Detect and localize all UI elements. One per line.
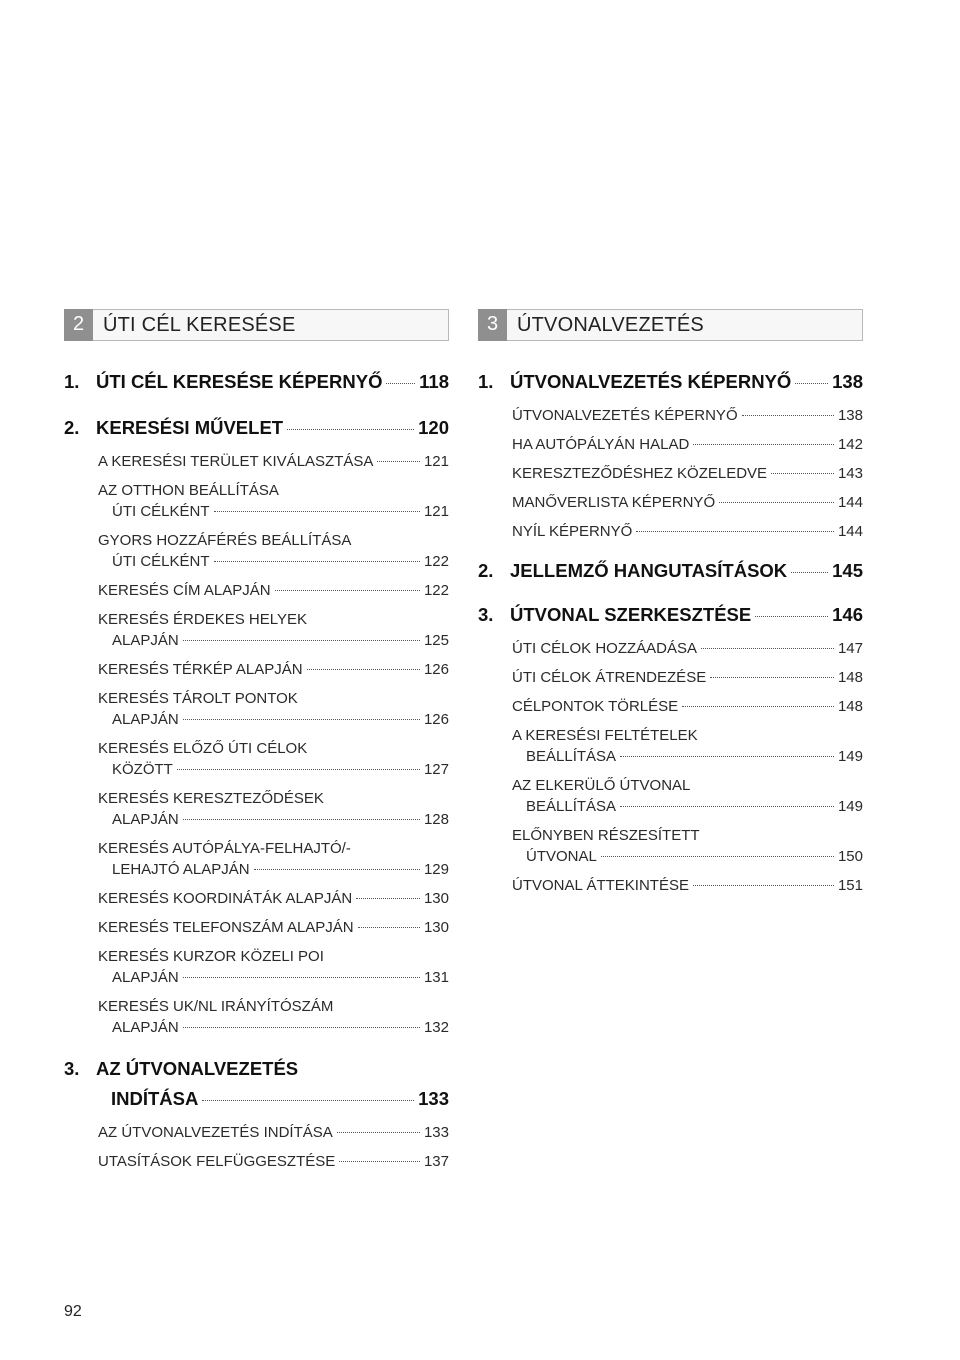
- dot-leader: [337, 1132, 420, 1133]
- page-ref: 151: [837, 877, 863, 894]
- toc-subentry: [64, 609, 449, 651]
- page-ref: 144: [837, 494, 863, 511]
- page-ref: 131: [423, 969, 449, 986]
- chapter-number: 1.: [64, 371, 80, 392]
- section-title: ÚTI CÉL KERESÉSE: [103, 313, 296, 336]
- dot-leader: [183, 819, 420, 820]
- entry-title: ALAPJÁN: [112, 711, 179, 728]
- page-ref: 133: [423, 1124, 449, 1141]
- toc-chapter-entry: [64, 367, 449, 397]
- dot-leader: [183, 640, 420, 641]
- toc-subentry: [64, 996, 449, 1038]
- entry-title: ÚTI CÉL KERESÉSE KÉPERNYŐ: [96, 371, 383, 392]
- page-ref: 144: [837, 523, 863, 540]
- entry-title: KERESÉS ÉRDEKES HELYEK: [98, 611, 307, 628]
- page-ref: 147: [837, 640, 863, 657]
- entry-title: ÚTI CÉLKÉNT: [112, 553, 210, 570]
- entry-title: MANŐVERLISTA KÉPERNYŐ: [512, 494, 716, 511]
- entry-title: JELLEMZŐ HANGUTASÍTÁSOK: [510, 560, 788, 581]
- chapter-number: 2.: [478, 560, 494, 581]
- page-ref: 120: [418, 417, 449, 438]
- page-ref: 133: [418, 1088, 449, 1109]
- chapter-number: 3.: [478, 604, 494, 625]
- entry-title: ELŐNYBEN RÉSZESÍTETT: [512, 827, 700, 844]
- entry-title: BEÁLLÍTÁSA: [526, 798, 617, 815]
- entry-title: A KERESÉSI FELTÉTELEK: [512, 727, 698, 744]
- entry-title: ÚTVONAL: [526, 848, 597, 865]
- entry-title: GYORS HOZZÁFÉRÉS BEÁLLÍTÁSA: [98, 532, 352, 549]
- page-ref: 130: [423, 919, 449, 936]
- entry-title: LEHAJTÓ ALAPJÁN: [112, 861, 250, 878]
- page-ref: 129: [423, 861, 449, 878]
- section-title: ÚTVONALVEZETÉS: [517, 313, 704, 336]
- dot-leader: [693, 885, 834, 886]
- chapter-number: 2.: [64, 417, 80, 438]
- section-number-badge: 2: [64, 309, 93, 341]
- dot-leader: [377, 461, 420, 462]
- entry-title: AZ ÚTVONALVEZETÉS: [96, 1058, 299, 1079]
- dot-leader: [287, 429, 414, 430]
- page-ref: 128: [423, 811, 449, 828]
- page-ref: 149: [837, 748, 863, 765]
- page-ref: 138: [832, 371, 863, 392]
- entry-title: KERESÉS TÉRKÉP ALAPJÁN: [98, 661, 303, 678]
- section-header: [478, 309, 863, 341]
- page-ref: 146: [832, 604, 863, 625]
- dot-leader: [701, 648, 834, 649]
- dot-leader: [177, 769, 420, 770]
- toc-subentry: [64, 480, 449, 522]
- toc-chapter-entry: [478, 600, 863, 630]
- entry-title: ÚTVONALVEZETÉS KÉPERNYŐ: [512, 407, 738, 424]
- toc-column-left: [64, 309, 449, 1180]
- dot-leader: [636, 531, 834, 532]
- dot-leader: [254, 869, 420, 870]
- page-ref: 125: [423, 632, 449, 649]
- entry-title: KERESÉS KOORDINÁTÁK ALAPJÁN: [98, 890, 353, 907]
- chapter-number: 1.: [478, 371, 494, 392]
- page-ref: 143: [837, 465, 863, 482]
- entry-title: ÚTVONALVEZETÉS KÉPERNYŐ: [510, 371, 792, 392]
- entry-title: ALAPJÁN: [112, 969, 179, 986]
- entry-title: KERESÉS ELŐZŐ ÚTI CÉLOK: [98, 740, 308, 757]
- toc-subentry: [64, 659, 449, 680]
- entry-title: KÖZÖTT: [112, 761, 173, 778]
- entry-title: KERESÉS AUTÓPÁLYA-FELHAJTÓ/-: [98, 840, 351, 857]
- page-ref: 122: [423, 582, 449, 599]
- entry-title: CÉLPONTOK TÖRLÉSE: [512, 698, 679, 715]
- page-ref: 122: [423, 553, 449, 570]
- entry-title: ALAPJÁN: [112, 632, 179, 649]
- dot-leader: [755, 616, 828, 617]
- toc-subentry: [64, 738, 449, 780]
- entry-title: KERESÉS UK/NL IRÁNYÍTÓSZÁM: [98, 998, 334, 1015]
- page-ref: 126: [423, 711, 449, 728]
- entry-title: ÚTVONAL SZERKESZTÉSE: [510, 604, 752, 625]
- entry-title: KERESZTEZŐDÉSHEZ KÖZELEDVE: [512, 465, 768, 482]
- entry-title: KERESÉS CÍM ALAPJÁN: [98, 582, 271, 599]
- chapter-number: 3.: [64, 1058, 80, 1079]
- dot-leader: [791, 572, 828, 573]
- dot-leader: [183, 977, 420, 978]
- dot-leader: [202, 1100, 414, 1101]
- page-ref: 126: [423, 661, 449, 678]
- entry-title: HA AUTÓPÁLYÁN HALAD: [512, 436, 690, 453]
- dot-leader: [275, 590, 420, 591]
- dot-leader: [214, 511, 420, 512]
- toc-entries: [478, 367, 863, 896]
- toc-subentry: [478, 667, 863, 688]
- entry-title: AZ ELKERÜLŐ ÚTVONAL: [512, 777, 691, 794]
- page-ref: 145: [832, 560, 863, 581]
- page-ref: 149: [837, 798, 863, 815]
- toc-subentry: [64, 917, 449, 938]
- toc-subentry: [64, 946, 449, 988]
- toc-subentry: [478, 725, 863, 767]
- toc-entries: [64, 367, 449, 1172]
- dot-leader: [358, 927, 420, 928]
- page-ref: 137: [423, 1153, 449, 1170]
- toc-column-right: [478, 309, 863, 904]
- dot-leader: [742, 415, 834, 416]
- toc-subentry: [478, 521, 863, 542]
- dot-leader: [339, 1161, 420, 1162]
- toc-subentry: [478, 492, 863, 513]
- toc-chapter-entry: [478, 556, 863, 586]
- toc-subentry: [478, 825, 863, 867]
- toc-subentry: [478, 875, 863, 896]
- dot-leader: [682, 706, 834, 707]
- entry-title: AZ OTTHON BEÁLLÍTÁSA: [98, 482, 279, 499]
- entry-title: KERESÉS KERESZTEZŐDÉSEK: [98, 790, 324, 807]
- entry-title: NYÍL KÉPERNYŐ: [512, 523, 633, 540]
- entry-title: A KERESÉSI TERÜLET KIVÁLASZTÁSA: [98, 453, 374, 470]
- entry-title: KERESÉS TÁROLT PONTOK: [98, 690, 298, 707]
- dot-leader: [620, 756, 834, 757]
- section-number-badge: 3: [478, 309, 507, 341]
- entry-title: ALAPJÁN: [112, 1019, 179, 1036]
- entry-title: ALAPJÁN: [112, 811, 179, 828]
- page-ref: 138: [837, 407, 863, 424]
- toc-subentry: [64, 530, 449, 572]
- entry-title: ÚTVONAL ÁTTEKINTÉSE: [512, 877, 689, 894]
- dot-leader: [386, 383, 415, 384]
- entry-title: INDÍTÁSA: [111, 1088, 199, 1109]
- entry-title: KERESÉS TELEFONSZÁM ALAPJÁN: [98, 919, 354, 936]
- toc-chapter-entry: [478, 367, 863, 397]
- entry-title: BEÁLLÍTÁSA: [526, 748, 617, 765]
- entry-title: ÚTI CÉLOK ÁTRENDEZÉSE: [512, 669, 707, 686]
- toc-subentry: [64, 788, 449, 830]
- toc-subentry: [64, 888, 449, 909]
- page-ref: 121: [423, 453, 449, 470]
- toc-subentry: [478, 405, 863, 426]
- toc-subentry: [64, 1122, 449, 1143]
- toc-subentry: [64, 838, 449, 880]
- dot-leader: [719, 502, 834, 503]
- toc-subentry: [64, 1151, 449, 1172]
- dot-leader: [620, 806, 834, 807]
- dot-leader: [601, 856, 834, 857]
- dot-leader: [771, 473, 834, 474]
- entry-title: KERESÉS KURZOR KÖZELI POI: [98, 948, 324, 965]
- page-ref: 130: [423, 890, 449, 907]
- toc-subentry: [64, 580, 449, 601]
- dot-leader: [356, 898, 420, 899]
- toc-subentry: [478, 434, 863, 455]
- page-ref: 150: [837, 848, 863, 865]
- page-ref: 132: [423, 1019, 449, 1036]
- page-ref: 121: [423, 503, 449, 520]
- toc-chapter-entry: [64, 413, 449, 443]
- toc-subentry: [64, 451, 449, 472]
- page-ref: 148: [837, 669, 863, 686]
- toc-subentry: [478, 638, 863, 659]
- entry-title: KERESÉSI MŰVELET: [96, 417, 284, 438]
- entry-title: AZ ÚTVONALVEZETÉS INDÍTÁSA: [98, 1124, 333, 1141]
- dot-leader: [307, 669, 420, 670]
- section-header: [64, 309, 449, 341]
- toc-subentry: [478, 463, 863, 484]
- entry-title: UTASÍTÁSOK FELFÜGGESZTÉSE: [98, 1153, 336, 1170]
- toc-subentry: [478, 775, 863, 817]
- dot-leader: [214, 561, 420, 562]
- toc-subentry: [478, 696, 863, 717]
- dot-leader: [183, 719, 420, 720]
- page-number: 92: [64, 1303, 82, 1320]
- dot-leader: [795, 383, 828, 384]
- dot-leader: [710, 677, 834, 678]
- entry-title: ÚTI CÉLKÉNT: [112, 503, 210, 520]
- page-ref: 127: [423, 761, 449, 778]
- dot-leader: [693, 444, 834, 445]
- page-ref: 148: [837, 698, 863, 715]
- page-ref: 142: [837, 436, 863, 453]
- toc-chapter-entry: [64, 1054, 449, 1114]
- toc-subentry: [64, 688, 449, 730]
- page-ref: 118: [419, 371, 449, 392]
- entry-title: ÚTI CÉLOK HOZZÁADÁSA: [512, 640, 698, 657]
- dot-leader: [183, 1027, 420, 1028]
